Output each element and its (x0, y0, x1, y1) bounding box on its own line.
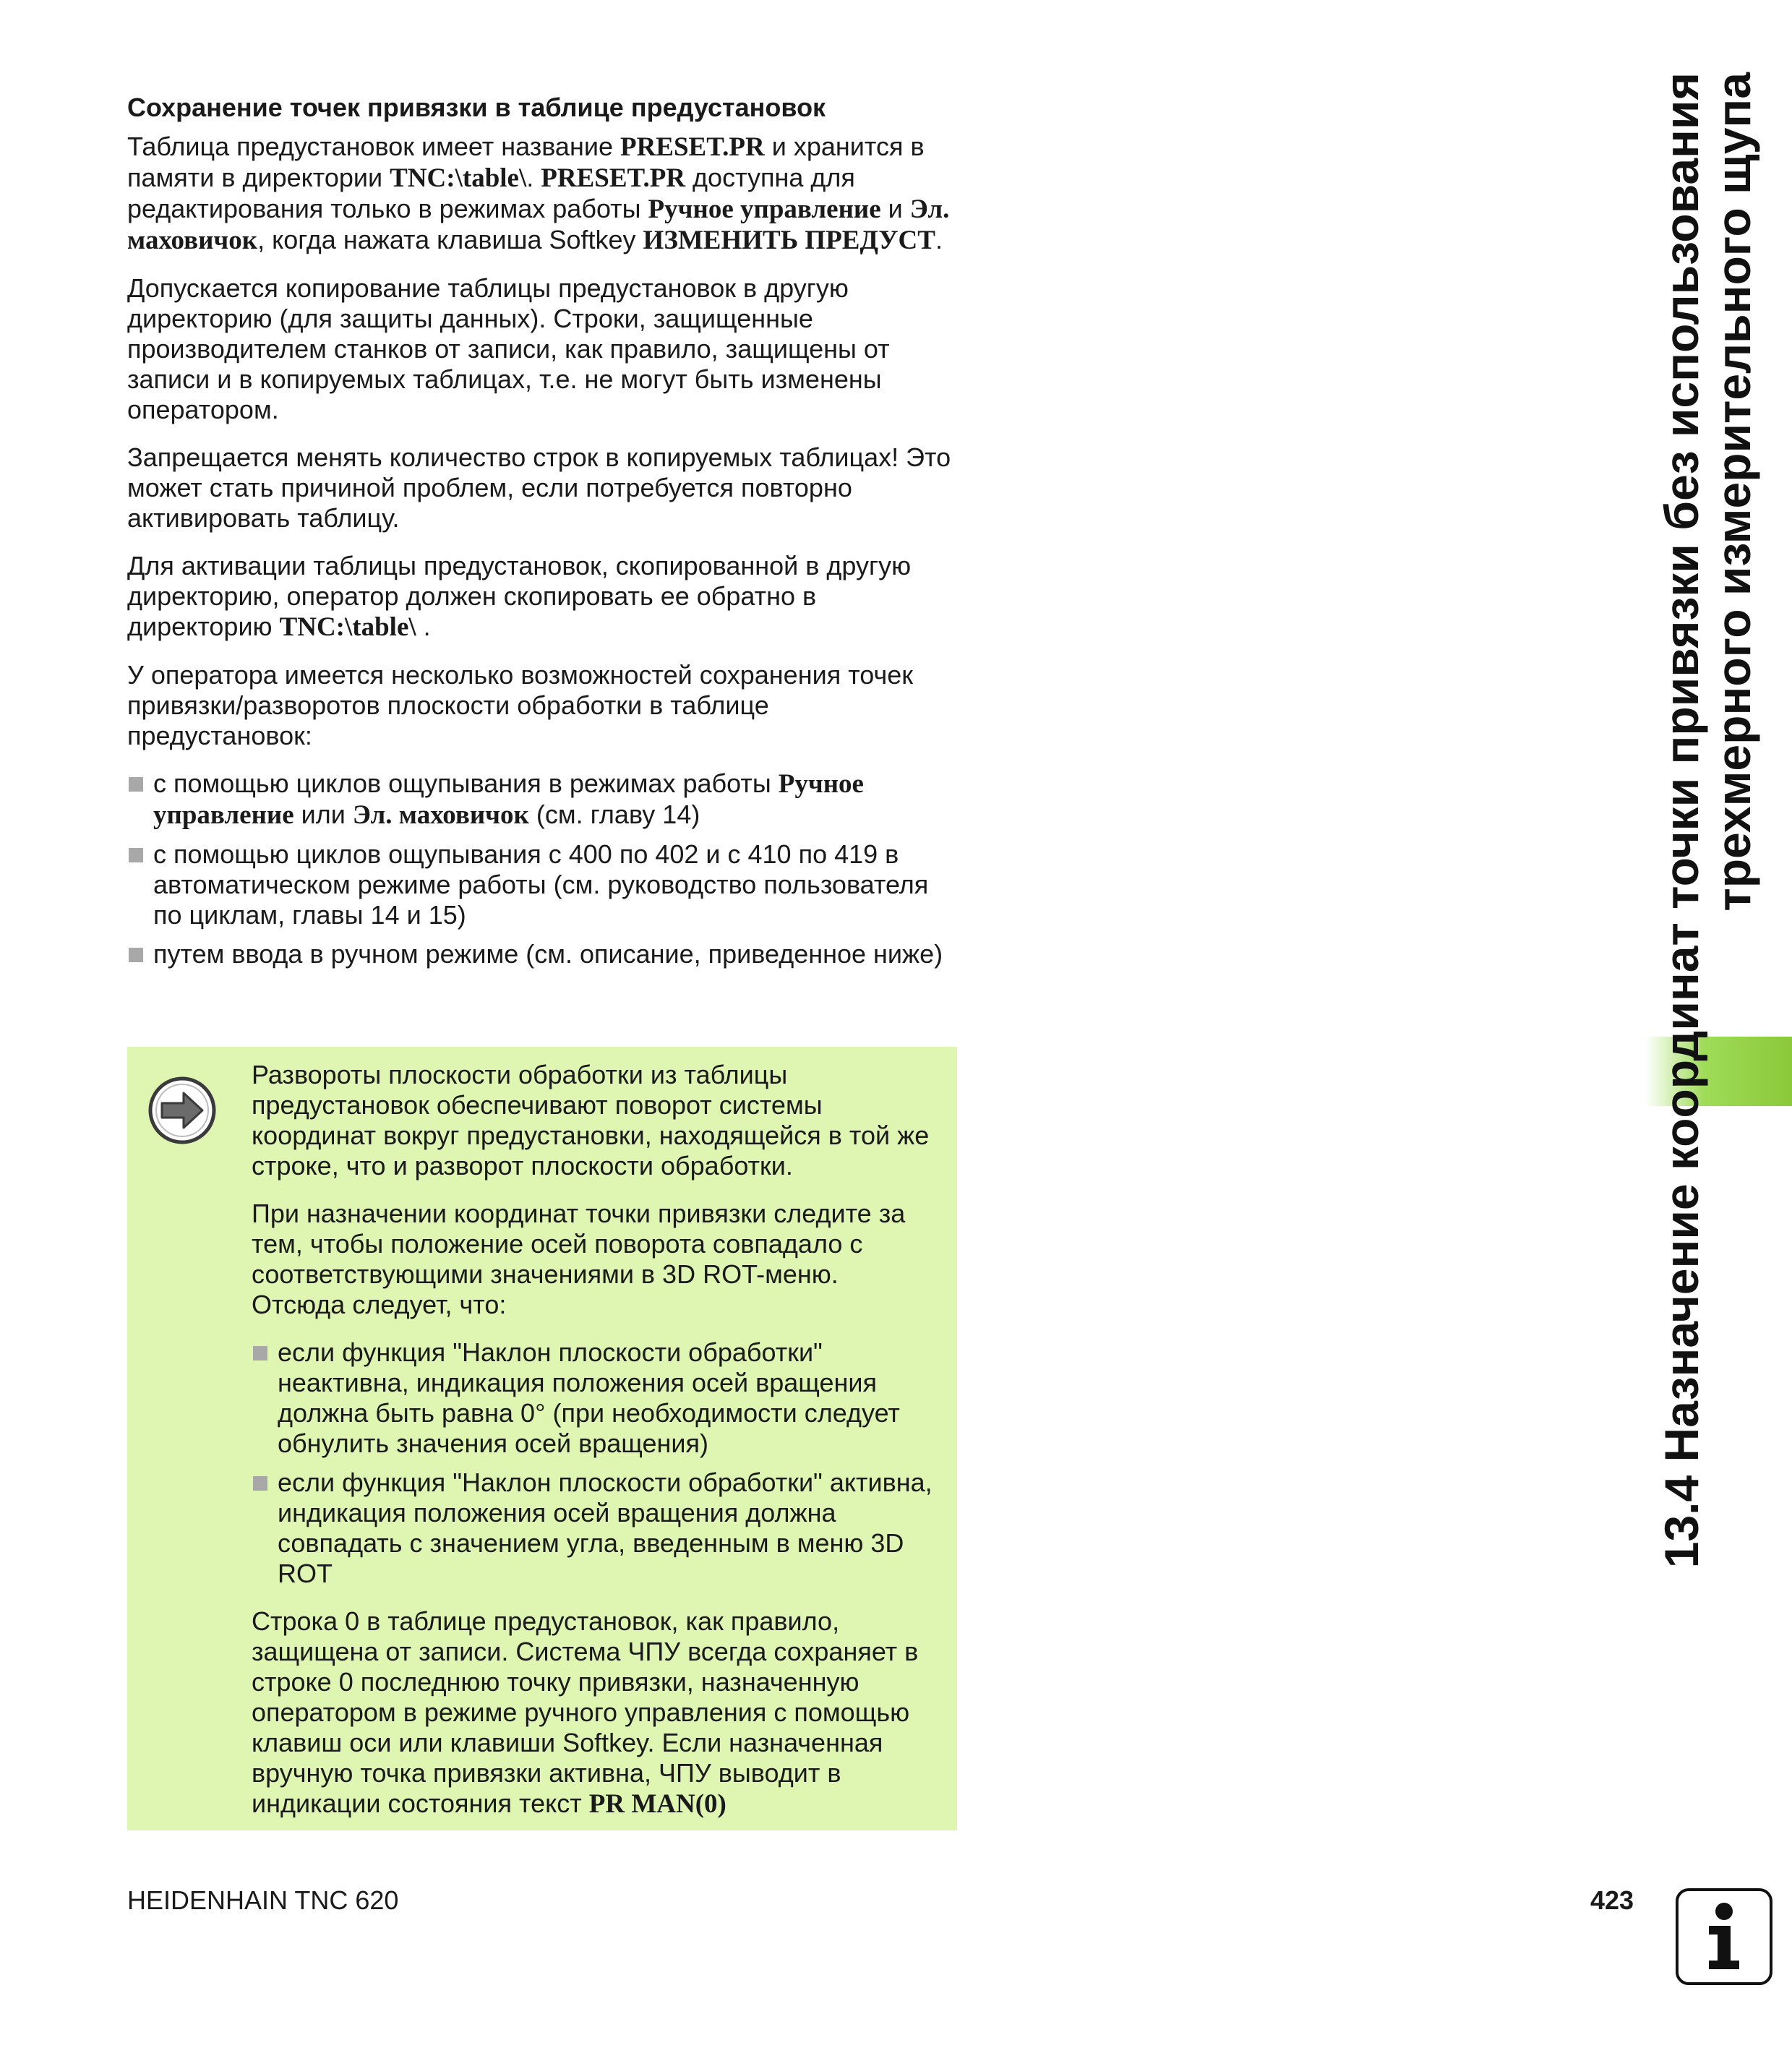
preset-file-name: PRESET.PR (541, 163, 686, 193)
list-item (127, 768, 959, 831)
directory-path: TNC:\table\ (390, 163, 527, 193)
mode-handwheel: Эл. маховичок (127, 194, 950, 255)
status-text: PR MAN(0) (588, 1789, 726, 1819)
options-list (127, 768, 959, 969)
paragraph-options-intro: У оператора имеется несколько возможностей сохранения точек привязки/разворотов плоскости обработки в таблице предустановок: (127, 660, 914, 750)
text: Для активации таблицы предустановок, скопированной в другую директорию, оператор должен скопировать ее обратно в директорию (127, 551, 912, 641)
text: . (416, 612, 431, 641)
text: (см. главу 14) (528, 800, 700, 829)
list-item (252, 1468, 938, 1589)
list-item-text: с помощью циклов ощупывания с 400 по 402 и с 410 по 419 в автоматическом режиме работы (см. руководство пользователя по циклам, главы 14 и 15) (153, 839, 929, 930)
list-item-text: путем ввода в ручном режиме (см. описание, приведенное ниже) (153, 939, 943, 969)
text: , когда нажата клавиша Softkey (257, 225, 643, 254)
paragraph-preset-table (127, 132, 959, 256)
mode-manual: Ручное управление (648, 194, 881, 224)
paragraph-row-count-warning: Запрещается менять количество строк в копируемых таблицах! Это может стать причиной проблем, если потребуется повторно активировать таблицу. (127, 442, 951, 533)
list-item (252, 1337, 938, 1459)
softkey-name: ИЗМЕНИТЬ ПРЕДУСТ (643, 226, 935, 255)
directory-path: TNC:\table\ (279, 612, 416, 642)
text: . (526, 163, 541, 192)
paragraph-activation (127, 551, 959, 643)
text: с помощью циклов ощупывания в режимах работы (153, 768, 779, 798)
chapter-side-title (1655, 72, 1759, 1619)
side-title-line-2: трехмерного измерительного щупа (1707, 72, 1760, 912)
info-icon (1676, 1888, 1772, 1985)
list-item (127, 839, 959, 930)
main-content (127, 93, 959, 987)
text: доступна для редактирования только в режимах работы (127, 163, 855, 223)
note-text (252, 1060, 938, 1837)
side-title-line-1: 13.4 Назначение координат точки привязки без использования (1655, 72, 1708, 1569)
bullet-square-icon (253, 1476, 267, 1491)
mode-manual: Ручное управление (153, 769, 864, 830)
paragraph-copy-table: Допускается копирование таблицы предустановок в другую директорию (для защиты данных). Строки, защищенные производителем станков от записи, как правило, защищены от записи и в копируемых таблицах, т.е. не могут быть изменены оператором. (127, 273, 890, 424)
text: и (880, 194, 910, 223)
arrow-right-icon (147, 1076, 217, 1145)
text: . (935, 225, 943, 254)
note-paragraph (252, 1606, 938, 1820)
note-box (127, 1047, 957, 1830)
text: Таблица предустановок имеет название (127, 132, 620, 161)
list-item-text: если функция "Наклон плоскости обработки" активна, индикация положения осей вращения должна совпадать с значением угла, введенным в меню 3D ROT (278, 1468, 933, 1588)
bullet-square-icon (129, 948, 143, 962)
section-heading: Сохранение точек привязки в таблице предустановок (127, 93, 826, 122)
text: Строка 0 в таблице предустановок, как правило, защищена от записи. Система ЧПУ всегда сохраняет в строке 0 последнюю точку привязки, назначенную оператором в режиме ручного управления с помощью клавиш оси или клавиши Softkey. Если назначенная вручную точка привязки активна, ЧПУ выводит в индикации состояния текст (252, 1606, 919, 1818)
bullet-square-icon (129, 848, 143, 862)
note-list (252, 1337, 938, 1589)
note-paragraph: При назначении координат точки привязки следите за тем, чтобы положение осей поворота совпадало с соответствующими значениями в 3D ROT-меню. Отсюда следует, что: (252, 1199, 906, 1319)
text: или (293, 800, 353, 829)
bullet-square-icon (129, 777, 143, 792)
page-number: 423 (1590, 1885, 1634, 1915)
text: и хранится в памяти в директории (127, 132, 925, 192)
list-item (127, 939, 959, 969)
mode-handwheel: Эл. маховичок (352, 800, 529, 830)
list-item-text: если функция "Наклон плоскости обработки" неактивна, индикация положения осей вращения должна быть равна 0° (при необходимости следует обнулить значения осей вращения) (278, 1337, 900, 1458)
preset-file-name: PRESET.PR (620, 132, 765, 162)
note-paragraph: Развороты плоскости обработки из таблицы предустановок обеспечивают поворот системы координат вокруг предустановки, находящейся в той же строке, что и разворот плоскости обработки. (252, 1060, 930, 1181)
footer-product-name: HEIDENHAIN TNC 620 (127, 1885, 399, 1915)
bullet-square-icon (253, 1346, 267, 1361)
